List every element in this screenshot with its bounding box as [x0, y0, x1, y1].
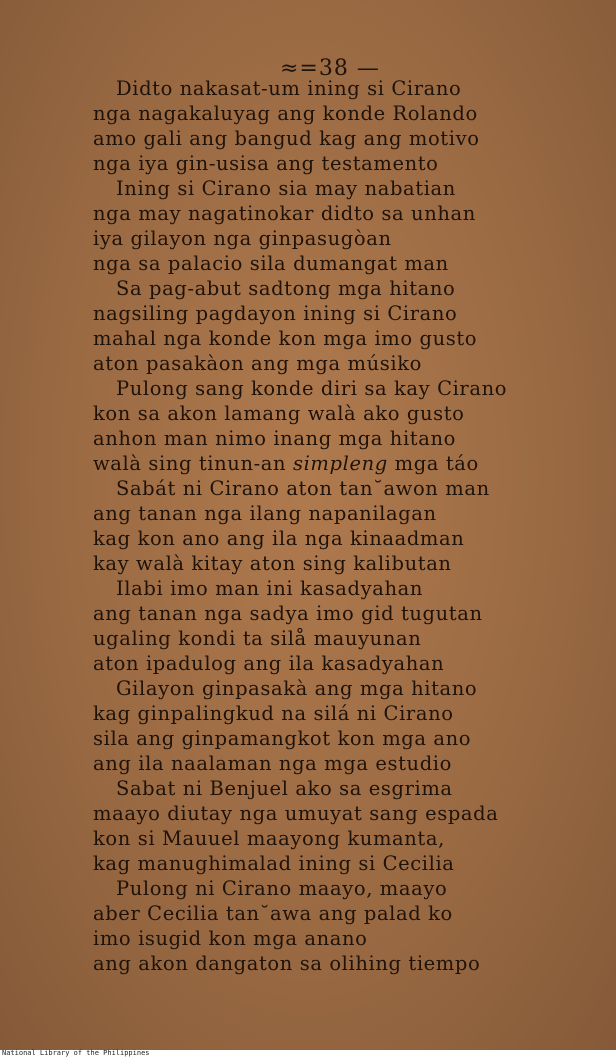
- poem-line: Sabát ni Cirano aton tan˘awon man: [116, 477, 490, 500]
- poem-line: Sa pag‐abut sadtong mga hitano: [116, 277, 456, 300]
- poem-line: Pulong sang konde diri sa kay Cirano: [116, 377, 508, 400]
- poem-line: nga may nagatinokar didto sa unhan: [93, 202, 476, 225]
- poem-line: amo gali ang bangud kag ang motivo: [93, 127, 480, 150]
- poem-line: ang tanan nga ilang napanilagan: [93, 502, 437, 525]
- poem-line: maayo diutay nga umuyat sang espada: [93, 802, 499, 825]
- poem-line: aber Cecilia tan˘awa ang palad ko: [93, 902, 453, 925]
- poem-line: kon sa akon lamang walà ako gusto: [93, 402, 465, 425]
- poem-line: mahal nga konde kon mga imo gusto: [93, 327, 478, 350]
- poem-line: Sabat ni Benjuel ako sa esgrima: [116, 777, 453, 800]
- poem-line: nga sa palacio sila dumangat man: [93, 252, 449, 275]
- poem-line: nga iya gin‐usisa ang testamento: [93, 152, 439, 175]
- poem-line: nagsiling pagdayon ining si Cirano: [93, 302, 458, 325]
- poem-line: aton pasakàon ang mga músiko: [93, 352, 422, 375]
- poem-line: Pulong ni Cirano maayo, maayo: [116, 877, 448, 900]
- poem-line: kag kon ano ang ila nga kinaadman: [93, 527, 465, 550]
- poem-line: sila ang ginpamangkot kon mga ano: [93, 727, 472, 750]
- poem-line: Gilayon ginpasakà ang mga hitano: [116, 677, 478, 700]
- line-part: walà sing tinun‐an: [93, 452, 293, 475]
- poem-line: ang akon dangaton sa olihing tiempo: [93, 952, 481, 975]
- poem-line: aton ipadulog ang ila kasadyahan: [93, 652, 445, 675]
- line-part: mga táo: [387, 452, 479, 475]
- poem-line: ang ila naalaman nga mga estudio: [93, 752, 452, 775]
- poem-line: kay walà kitay aton sing kalibutan: [93, 552, 452, 575]
- poem-line: ang tanan nga sadya imo gid tugutan: [93, 602, 483, 625]
- poem-line: kag manughimalad ining si Cecilia: [93, 852, 455, 875]
- page-number: ≈=38 —: [280, 56, 380, 81]
- poem-line: iya gilayon nga ginpasugòan: [93, 227, 392, 250]
- italic-word: simpleng: [292, 452, 388, 475]
- poem-line: [93, 452, 479, 476]
- poem-line: imo isugid kon mga anano: [93, 927, 368, 950]
- poem-line: nga nagakaluyag ang konde Rolando: [93, 102, 478, 125]
- poem-line: kon si Mauuel maayong kumanta,: [93, 827, 445, 850]
- footer-credit: National Library of the Philippines: [2, 1049, 150, 1057]
- poem-line: kag ginpalingkud na silá ni Cirano: [93, 702, 454, 725]
- poem-line: anhon man nimo inang mga hitano: [93, 427, 456, 450]
- poem-line: Ining si Cirano sia may nabatian: [116, 177, 456, 200]
- poem-line: ugaling kondi ta silå mauyunan: [93, 627, 422, 650]
- footer: [0, 1050, 616, 1058]
- poem-line: Ilabi imo man ini kasadyahan: [116, 577, 423, 600]
- poem-line: Didto nakasat‐um ining si Cirano: [116, 77, 462, 100]
